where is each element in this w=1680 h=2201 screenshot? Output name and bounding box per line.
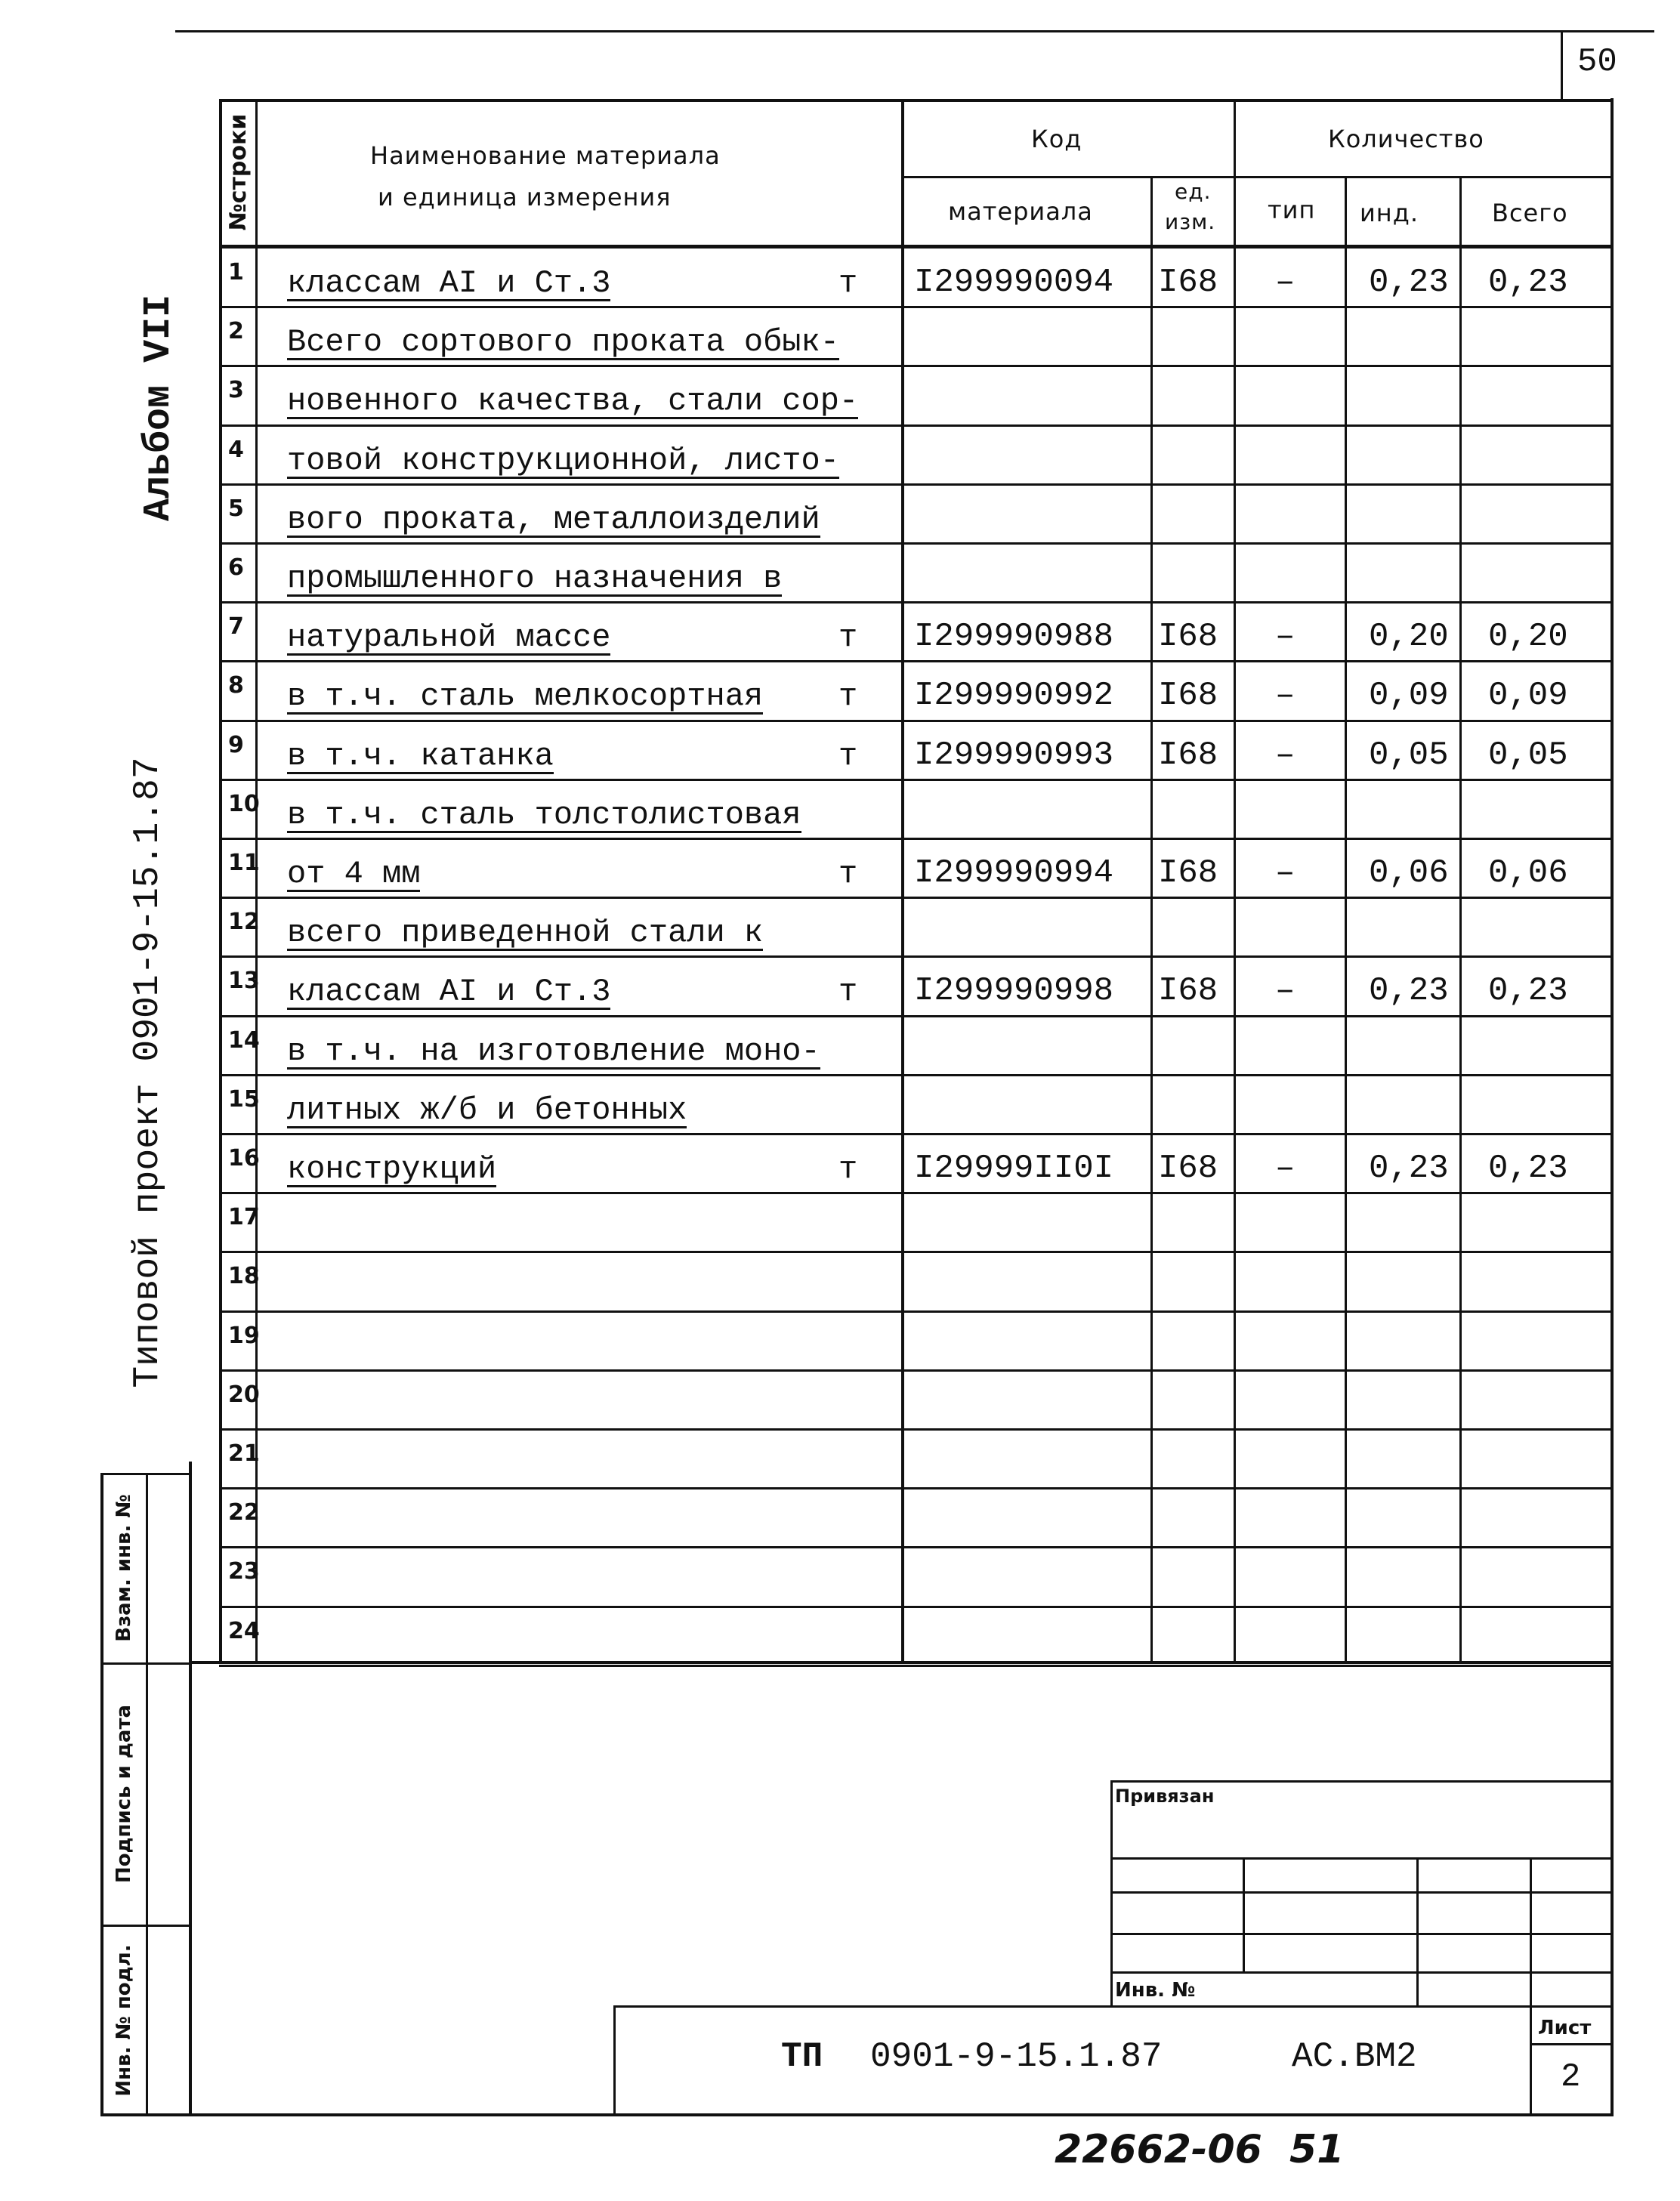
frame-bottom-line: [100, 2113, 1614, 2116]
quantity-ind: 0,23: [1369, 264, 1449, 301]
row-number: 11: [228, 850, 260, 876]
row-divider: [219, 1369, 1614, 1372]
privyazan-col3: [1530, 1857, 1532, 2007]
title-strip-left: [613, 2005, 616, 2115]
row-divider: [219, 1665, 1614, 1667]
frame-left-line: [189, 1462, 192, 2114]
privyazan-row1: [1110, 1857, 1614, 1860]
header-total: Всего: [1492, 199, 1568, 227]
unit-code: I68: [1158, 677, 1218, 715]
material-name: натуральной массе: [287, 619, 611, 656]
quantity-type: –: [1275, 972, 1296, 1010]
row-divider: [219, 483, 1614, 486]
sheet-code: АС.ВМ2: [1292, 2037, 1417, 2076]
title-strip-top: [613, 2005, 1614, 2008]
material-code: I29999II0I: [914, 1150, 1114, 1187]
privyazan-col1: [1243, 1857, 1245, 1971]
quantity-type: –: [1275, 854, 1296, 892]
unit-letter: т: [838, 678, 858, 715]
quantity-ind: 0,20: [1369, 618, 1449, 656]
unit-letter: т: [838, 974, 858, 1010]
unit-letter: т: [838, 856, 858, 892]
tp-label: ТП: [781, 2037, 823, 2076]
side-stamp-div2: [100, 1925, 192, 1927]
quantity-type: –: [1275, 736, 1296, 774]
header-quantity: Количество: [1328, 125, 1484, 153]
project-label: Типовой проект 0901-9-15.1.87: [128, 757, 168, 1388]
row-divider: [219, 1133, 1614, 1135]
row-number: 17: [228, 1204, 260, 1230]
material-name: в т.ч. катанка: [287, 738, 554, 774]
quantity-total: 0,06: [1488, 854, 1568, 892]
privyazan-row3: [1110, 1933, 1614, 1935]
row-number: 5: [228, 495, 244, 522]
quantity-ind: 0,05: [1369, 736, 1449, 774]
row-divider: [219, 660, 1614, 662]
material-name: классам AI и Ст.3: [287, 265, 611, 301]
row-number: 1: [228, 259, 244, 286]
row-number: 8: [228, 672, 244, 699]
side-stamp-inner-left: [146, 1473, 148, 2116]
code-col-line: [1150, 176, 1153, 1662]
material-name: в т.ч. сталь толстолистовая: [287, 797, 801, 833]
material-code: I299990988: [914, 618, 1114, 656]
unit-letter: т: [838, 265, 858, 301]
vzam-inv-label: Взам. инв. №: [113, 1494, 135, 1642]
quantity-type: –: [1275, 677, 1296, 715]
page-number: 50: [1577, 43, 1617, 81]
row-number: 10: [228, 791, 260, 817]
row-number: 23: [228, 1558, 260, 1585]
material-name: товой конструкционной, листо-: [287, 443, 839, 479]
header-ind: инд.: [1360, 199, 1419, 227]
row-divider: [219, 1074, 1614, 1076]
list-label: Лист: [1538, 2017, 1592, 2039]
row-number: 3: [228, 377, 244, 403]
row-number: 21: [228, 1440, 260, 1467]
row-divider: [219, 1428, 1614, 1431]
row-number: 14: [228, 1027, 260, 1054]
row-number: 6: [228, 554, 244, 581]
row-number: 18: [228, 1263, 260, 1289]
header-name-line2: и единица измерения: [378, 183, 672, 211]
unit-code: I68: [1158, 264, 1218, 301]
row-divider: [219, 306, 1614, 308]
row-divider: [219, 424, 1614, 427]
side-stamp-div1: [100, 1662, 192, 1665]
material-code: I299990094: [914, 264, 1114, 301]
row-number: 19: [228, 1323, 260, 1349]
unit-letter: т: [838, 738, 858, 774]
material-name: вого проката, металлоизделий: [287, 502, 820, 538]
row-number: 22: [228, 1499, 260, 1526]
quantity-total: 0,20: [1488, 618, 1568, 656]
material-code: I299990994: [914, 854, 1114, 892]
privyazan-col2: [1416, 1857, 1419, 2007]
quantity-type: –: [1275, 1150, 1296, 1187]
header-unit-line2: изм.: [1165, 209, 1216, 234]
material-name: Всего сортового проката обык-: [287, 324, 839, 360]
unit-letter: т: [838, 619, 858, 656]
material-name: промышленного назначения в: [287, 560, 783, 597]
privyazan-top: [1110, 1780, 1614, 1783]
material-name: в т.ч. на изготовление моно-: [287, 1033, 820, 1070]
unit-code: I68: [1158, 854, 1218, 892]
podpis-data-label: Подпись и дата: [113, 1704, 135, 1884]
row-divider: [219, 897, 1614, 899]
quantity-type: –: [1275, 618, 1296, 656]
inv-no-label: Инв. №: [1115, 1979, 1196, 2002]
type-col-line: [1345, 176, 1347, 1662]
privyazan-label: Привязан: [1115, 1786, 1215, 1807]
material-name: новенного качества, стали сор-: [287, 383, 859, 419]
unit-code: I68: [1158, 972, 1218, 1010]
unit-code: I68: [1158, 736, 1218, 774]
row-number: 4: [228, 437, 244, 463]
list-value: 2: [1561, 2058, 1581, 2096]
material-code: I299990998: [914, 972, 1114, 1010]
inv-podl-label: Инв. № подл.: [113, 1944, 135, 2097]
row-divider: [219, 542, 1614, 545]
header-name-line1: Наименование материала: [370, 141, 721, 170]
row-divider: [219, 838, 1614, 840]
header-row-number: №строки: [225, 113, 252, 231]
privyazan-row4: [1110, 1971, 1614, 1974]
row-number: 16: [228, 1145, 260, 1172]
row-number: 15: [228, 1086, 260, 1113]
row-divider: [219, 720, 1614, 722]
row-divider: [219, 1192, 1614, 1194]
unit-code: I68: [1158, 1150, 1218, 1187]
header-unit-line1: ед.: [1175, 179, 1212, 204]
quantity-ind: 0,23: [1369, 972, 1449, 1010]
material-name: конструкций: [287, 1151, 497, 1187]
header-type: тип: [1268, 196, 1316, 224]
row-number: 7: [228, 613, 244, 640]
row-divider: [219, 779, 1614, 781]
quantity-type: –: [1275, 264, 1296, 301]
privyazan-row2: [1110, 1891, 1614, 1894]
quantity-total: 0,05: [1488, 736, 1568, 774]
side-stamp-outer-left: [100, 1473, 103, 2116]
frame-top-line: [175, 30, 1654, 32]
unit-code: I68: [1158, 618, 1218, 656]
list-cell-divider: [1530, 2043, 1614, 2045]
header-code: Код: [1031, 125, 1082, 153]
row-divider: [219, 1606, 1614, 1608]
row-number: 20: [228, 1381, 260, 1408]
row-divider: [219, 1310, 1614, 1313]
row-number: 9: [228, 732, 244, 758]
quantity-ind: 0,09: [1369, 677, 1449, 715]
quantity-ind: 0,23: [1369, 1150, 1449, 1187]
row-number: 13: [228, 968, 260, 994]
quantity-ind: 0,06: [1369, 854, 1449, 892]
page-number-box-left: [1561, 30, 1563, 100]
material-name: всего приведенной стали к: [287, 915, 764, 951]
album-label: Альбом VII: [137, 294, 181, 522]
document-number: 0901-9-15.1.87: [870, 2037, 1163, 2076]
frame-right-line: [1611, 98, 1614, 2115]
row-divider: [219, 1546, 1614, 1548]
row-divider: [219, 1487, 1614, 1489]
header-sub-line: [901, 176, 1614, 178]
row-number: 12: [228, 909, 260, 935]
material-name: классам AI и Ст.3: [287, 974, 611, 1010]
row-divider: [219, 1015, 1614, 1017]
material-code: I299990993: [914, 736, 1114, 774]
quantity-total: 0,23: [1488, 264, 1568, 301]
ind-col-line: [1459, 176, 1462, 1662]
material-name: в т.ч. сталь мелкосортная: [287, 678, 764, 715]
header-code-material: материала: [948, 197, 1093, 226]
row-number: 2: [228, 318, 244, 344]
material-name: от 4 мм: [287, 856, 421, 892]
footer-stamp: 22662-06 51: [1055, 2127, 1345, 2172]
list-cell-left: [1530, 2005, 1532, 2115]
row-divider: [219, 955, 1614, 958]
quantity-total: 0,09: [1488, 677, 1568, 715]
quantity-total: 0,23: [1488, 1150, 1568, 1187]
table-bottom-line: [192, 1661, 1614, 1664]
row-divider: [219, 1251, 1614, 1253]
row-number: 24: [228, 1618, 260, 1644]
row-divider: [219, 365, 1614, 367]
quantity-total: 0,23: [1488, 972, 1568, 1010]
side-stamp-top: [100, 1473, 192, 1475]
material-code: I299990992: [914, 677, 1114, 715]
material-name: литных ж/б и бетонных: [287, 1092, 687, 1128]
header-bottom-line: [219, 245, 1614, 248]
unit-letter: т: [838, 1151, 858, 1187]
table-top-line: [219, 99, 1614, 102]
row-divider: [219, 601, 1614, 604]
